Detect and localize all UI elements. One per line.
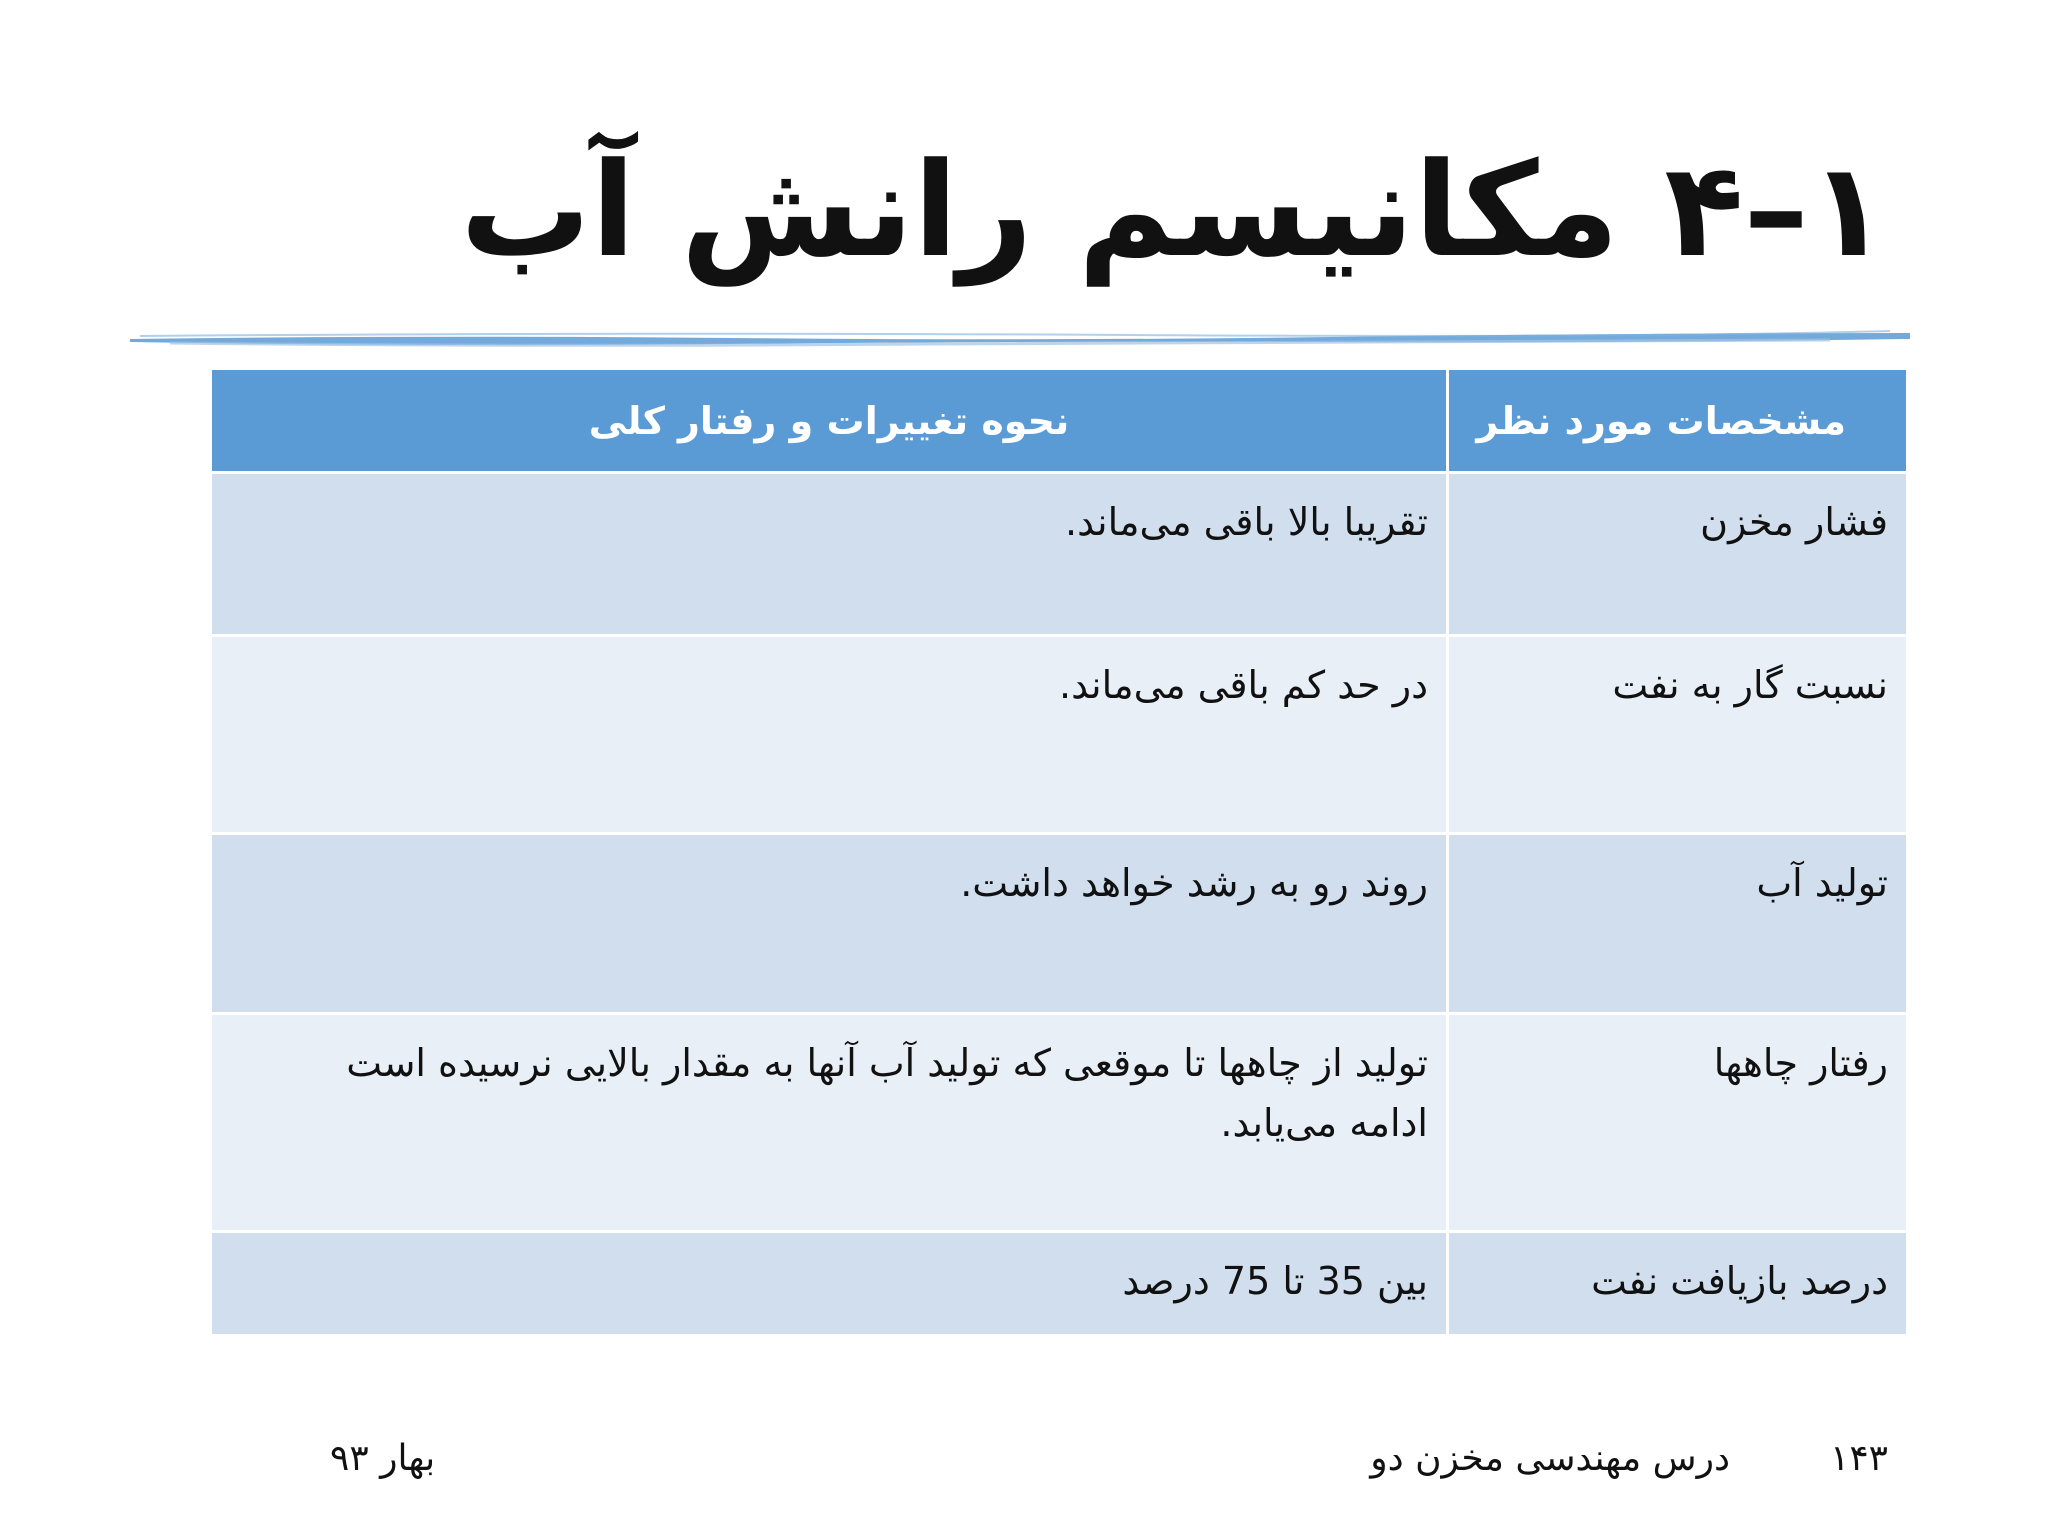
cell-property: درصد بازیافت نفت <box>1448 1232 1908 1336</box>
table-row <box>211 473 1908 636</box>
slide-title: ۱–۴ مکانیسم رانش آب <box>460 134 1888 286</box>
title-underline-brush <box>130 325 1910 355</box>
cell-property: تولید آب <box>1448 834 1908 1014</box>
table-row <box>211 834 1908 1014</box>
cell-behavior: بین 35 تا 75 درصد <box>211 1232 1448 1336</box>
cell-property: نسبت گار به نفت <box>1448 636 1908 834</box>
characteristics-table <box>209 367 1909 1337</box>
cell-property: رفتار چاهها <box>1448 1014 1908 1232</box>
cell-behavior: تقریبا بالا باقی می‌ماند. <box>211 473 1448 636</box>
header-behavior: نحوه تغییرات و رفتار کلی <box>211 369 1448 473</box>
table-row <box>211 1014 1908 1232</box>
footer-course: درس مهندسی مخزن دو <box>1370 1438 1730 1479</box>
table-row <box>211 636 1908 834</box>
cell-behavior: تولید از چاهها تا موقعی که تولید آب آنها به مقدار بالایی نرسیده است ادامه می‌یابد. <box>211 1014 1448 1232</box>
cell-property: فشار مخزن <box>1448 473 1908 636</box>
footer-page-number: ۱۴۳ <box>1829 1438 1888 1479</box>
header-property: مشخصات مورد نظر <box>1448 369 1908 473</box>
cell-behavior: روند رو به رشد خواهد داشت. <box>211 834 1448 1014</box>
table-row <box>211 1232 1908 1336</box>
table-header-row <box>211 369 1908 473</box>
cell-behavior: در حد کم باقی می‌ماند. <box>211 636 1448 834</box>
footer-date: بهار ۹۳ <box>330 1438 436 1479</box>
